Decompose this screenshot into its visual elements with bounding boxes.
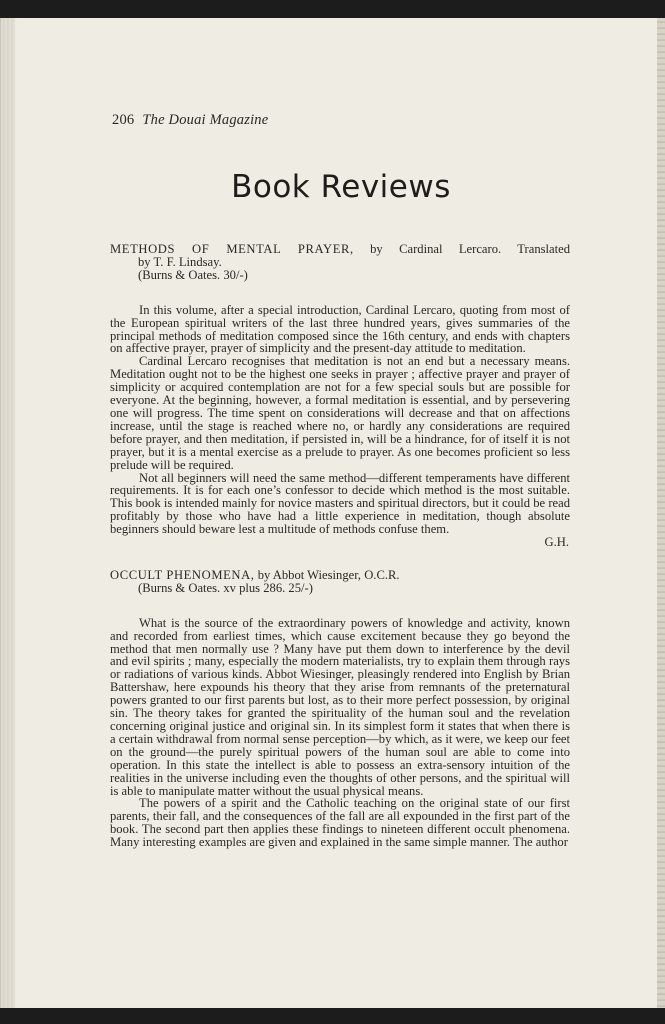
book-title: METHODS OF MENTAL PRAYER, xyxy=(110,242,354,256)
page-number: 206 xyxy=(112,112,135,128)
magazine-title: The Douai Magazine xyxy=(142,112,269,128)
article-body xyxy=(110,243,570,849)
publisher-info: (Burns & Oates. 30/-) xyxy=(138,267,248,282)
running-head xyxy=(112,112,268,129)
review-paragraph: Cardinal Lercaro recognises that meditation is not an end but a necessary means. Meditation ought not to be the highest one seeks in prayer ; affective prayer and prayer of simplicity or acquired contemplation are not for a few special souls but are possible for everyone. At the beginning, however, a formal meditation is essential, and by persevering one will progress. The time spent on considerations will decrease and that on affections increase, until the stage is reached where no, or hardly any considerations are required before prayer, and then meditation, if persisted in, will be a hindrance, for of itself it is not prayer, but it is a mental exercise as a prelude to prayer. As one becomes proficient so less prelude will be required. xyxy=(110,354,570,472)
book-page xyxy=(0,18,657,1008)
page-edge xyxy=(657,18,665,1008)
review-paragraph: In this volume, after a special introduction, Cardinal Lercaro, quoting from most of the European spiritual writers of the last three hundred years, gives summaries of the principal methods of meditation composed since the 16th century, and ends with chapters on affective prayer, prayer of simplicity and the present-day attitude to meditation. xyxy=(110,302,570,356)
review-heading xyxy=(110,569,570,582)
publisher-info: (Burns & Oates. xv plus 286. 25/-) xyxy=(138,580,313,595)
book-byline: by Cardinal Lercaro. Translated xyxy=(353,242,570,256)
book-title: OCCULT PHENOMENA, xyxy=(110,567,255,582)
translator-line: by T. F. Lindsay. xyxy=(138,254,222,269)
binding-gutter xyxy=(1,18,15,1008)
review-paragraph: Not all beginners will need the same method—different temperaments have different requirements. It is for each one’s confessor to decide which method is the most suitable. This book is intended mainly for novice masters and spiritual directors, but it could be read profitably by those who have had a little experience in meditation, though absolute beginners should beware lest a multitude of methods confuse them. xyxy=(110,470,570,537)
review-paragraph: What is the source of the extraordinary powers of knowledge and activity, known and recorded from earliest times, which cause excitement because they go beyond the method that men normally use ? Many have put them down to interference by the devil and evil spirits ; many, especially the modern materialists, try to explain them through rays or radiations of various kinds. Abbot Wiesinger, pleasingly rendered into English by Brian Battershaw, here expounds his theory that they arise from remnants of the preternatural powers granted to our first parents but lost, as to their more perfect possession, by original sin. The theory takes for granted the spirituality of the human soul and the revelation concerning original justice and original sin. In its simplest form it states that when there is a certain withdrawal from normal sense perception—by which, as it were, we keep our feet on the ground—the purely spiritual powers of the human soul are able to come into operation. In this state the intellect is able to possess an extra-sensory intuition of the realities in the universe including even the thoughts of other persons, and the spiritual will is able to manipulate matter without the usual physical means. xyxy=(110,615,570,798)
review-heading xyxy=(110,243,570,256)
reviewer-signature: G.H. xyxy=(544,535,569,550)
review-paragraph: The powers of a spirit and the Catholic teaching on the original state of our first parents, their fall, and the consequences of the fall are all expounded in the first part of the book. The second part then applies these findings to nineteen different occult phenomena. Many interesting examples are given and explained in the same simple manner. The author xyxy=(110,796,570,850)
section-title: Book Reviews xyxy=(231,169,451,205)
book-byline: by Abbot Wiesinger, O.C.R. xyxy=(254,567,400,582)
